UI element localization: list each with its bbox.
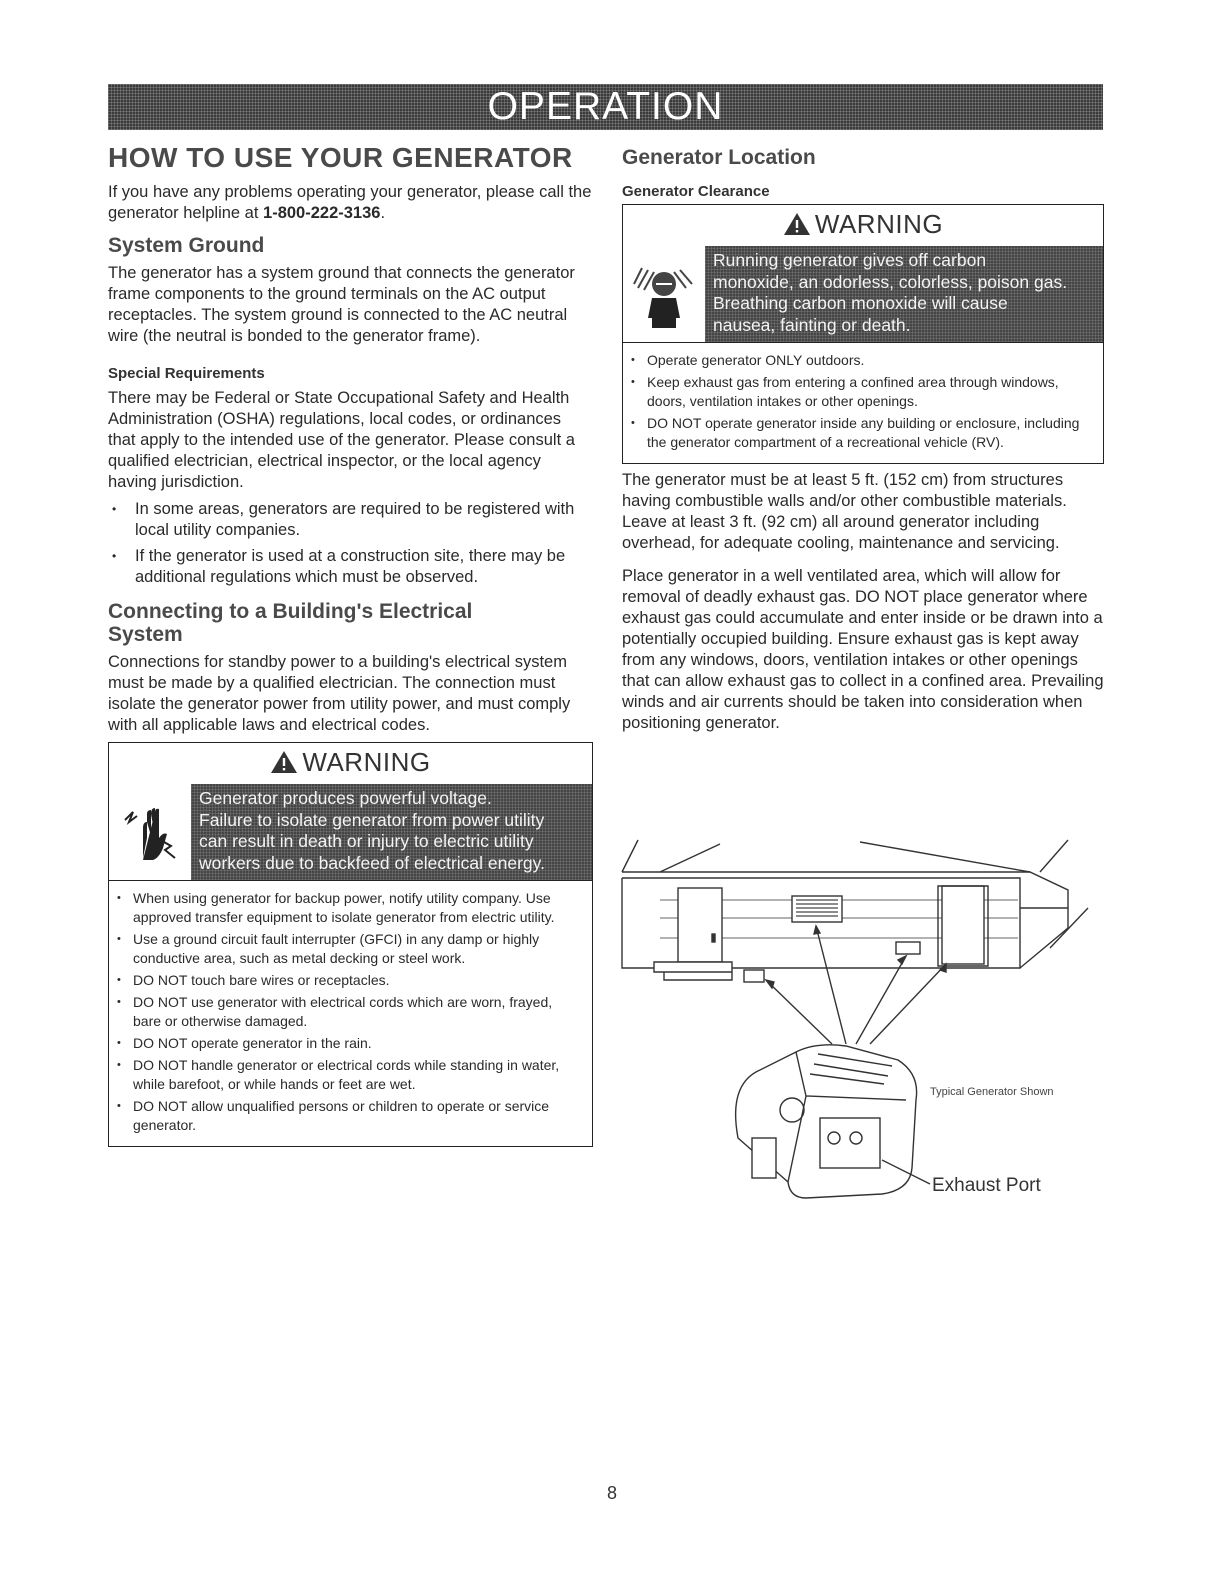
- toxic-fumes-icon: [623, 246, 705, 342]
- warning-hazard-text: [191, 784, 592, 880]
- warning-label: WARNING: [814, 209, 944, 239]
- list-item: • Use a ground circuit fault interrupter (GFCI) in any damp or highly conductive area, such as metal decking or steel work.: [109, 930, 582, 968]
- intro-text: If you have any problems operating your generator, please call the generator helpline at: [108, 183, 592, 222]
- list-item: • In some areas, generators are required to be registered with local utility companies.: [108, 499, 593, 541]
- connecting-text: Connections for standby power to a building's electrical system must be made by a qualified electrician. The connection must isolate the generator power from utility power, and must comply with all applicable laws and electrical codes.: [108, 653, 571, 734]
- special-requirements-heading: Special Requirements: [108, 365, 265, 382]
- banner-title: OPERATION: [487, 85, 724, 128]
- warning-label: WARNING: [302, 747, 431, 777]
- list-item: • DO NOT operate generator in the rain.: [109, 1034, 582, 1053]
- list-item: • DO NOT use generator with electrical cords which are worn, frayed, bare or otherwise damaged.: [109, 993, 582, 1031]
- list-item: • DO NOT touch bare wires or receptacles.: [109, 971, 582, 990]
- figure-caption: Typical Generator Shown: [930, 1086, 1054, 1098]
- clearance-paragraph: The generator must be at least 5 ft. (152 cm) from structures having combustible walls and/or other combustible materials. Leave at least 3 ft. (92 cm) all around generator including overhead, for adequate cooling, maintenance and servicing.: [622, 471, 1067, 552]
- special-requirements-text: There may be Federal or State Occupational Safety and Health Administration (OSHA) regulations, local codes, or ordinances that apply to the intended use of the generator. Please consult a qualified electrician, electrical inspector, or the local agency having jurisdiction.: [108, 389, 575, 491]
- system-ground-text: The generator has a system ground that connects the generator frame components to the ground terminals on the AC output receptacles. The system ground is connected to the AC neutral wire (the neutral is bonded to the generator frame).: [108, 264, 575, 345]
- hazard-line: Breathing carbon monoxide will cause: [713, 293, 1008, 313]
- hazard-line: can result in death or injury to electric utility: [199, 831, 534, 851]
- electric-shock-icon: [109, 784, 191, 880]
- helpline-phone: 1-800-222-3136: [263, 204, 381, 222]
- special-requirements-list: [108, 499, 593, 588]
- left-column: [108, 142, 593, 1147]
- list-item: • DO NOT operate generator inside any building or enclosure, including the generator compartment of a recreational vehicle (RV).: [623, 414, 1093, 452]
- list-item: • When using generator for backup power, notify utility company. Use approved transfer equipment to isolate generator from electric utility.: [109, 889, 582, 927]
- intro-paragraph: [108, 182, 593, 224]
- list-item: • Operate generator ONLY outdoors.: [623, 351, 1093, 370]
- list-item: • Keep exhaust gas from entering a confined area through windows, doors, ventilation intakes or other openings.: [623, 373, 1093, 411]
- system-ground-heading: System Ground: [108, 234, 265, 257]
- page-title: HOW TO USE YOUR GENERATOR: [108, 142, 573, 173]
- list-item: • DO NOT allow unqualified persons or children to operate or service generator.: [109, 1097, 582, 1135]
- generator-location-heading: Generator Location: [622, 146, 816, 169]
- warning-triangle-icon: [783, 212, 811, 242]
- warning-hazard-text: [705, 246, 1103, 342]
- warning-header: [109, 743, 592, 784]
- hazard-line: workers due to backfeed of electrical energy.: [199, 852, 545, 873]
- hazard-line: Generator produces powerful voltage.: [199, 788, 492, 808]
- section-banner: [108, 84, 1103, 130]
- intro-end: .: [380, 204, 386, 222]
- ventilation-paragraph: Place generator in a well ventilated area, which will allow for removal of deadly exhaust gas. DO NOT place generator where exhaust gas could accumulate and enter inside or be drawn into a potentially occupied building. Ensure exhaust gas is kept away from any windows, doors, ventilation intakes or other openings that can allow exhaust gas to collect in a confined area. Prevailing winds and air currents should be taken into consideration when positioning generator.: [622, 567, 1104, 732]
- hazard-line: Failure to isolate generator from power utility: [199, 809, 545, 830]
- exhaust-port-label: Exhaust Port: [932, 1175, 1041, 1196]
- co-warning-box: [622, 204, 1104, 464]
- connecting-heading: Connecting to a Building's Electrical System: [108, 600, 473, 646]
- warning-header: [623, 205, 1103, 246]
- hazard-line: Running generator gives off carbon: [713, 250, 987, 270]
- warning-triangle-icon: [270, 750, 298, 780]
- list-item: • DO NOT handle generator or electrical cords while standing in water, while barefoot, or while hands or feet are wet.: [109, 1056, 582, 1094]
- page-number: 8: [606, 1483, 617, 1503]
- hazard-line: monoxide, an odorless, colorless, poison gas.: [713, 271, 1068, 292]
- list-item: • If the generator is used at a construction site, there may be additional regulations which must be observed.: [108, 546, 593, 588]
- hazard-line: nausea, fainting or death.: [713, 314, 911, 335]
- warning-instructions: [623, 342, 1103, 463]
- warning-instructions: [109, 880, 592, 1146]
- generator-placement-figure: [620, 838, 1100, 1218]
- voltage-warning-box: [108, 742, 593, 1147]
- generator-clearance-heading: Generator Clearance: [622, 183, 770, 200]
- right-column: [622, 142, 1104, 734]
